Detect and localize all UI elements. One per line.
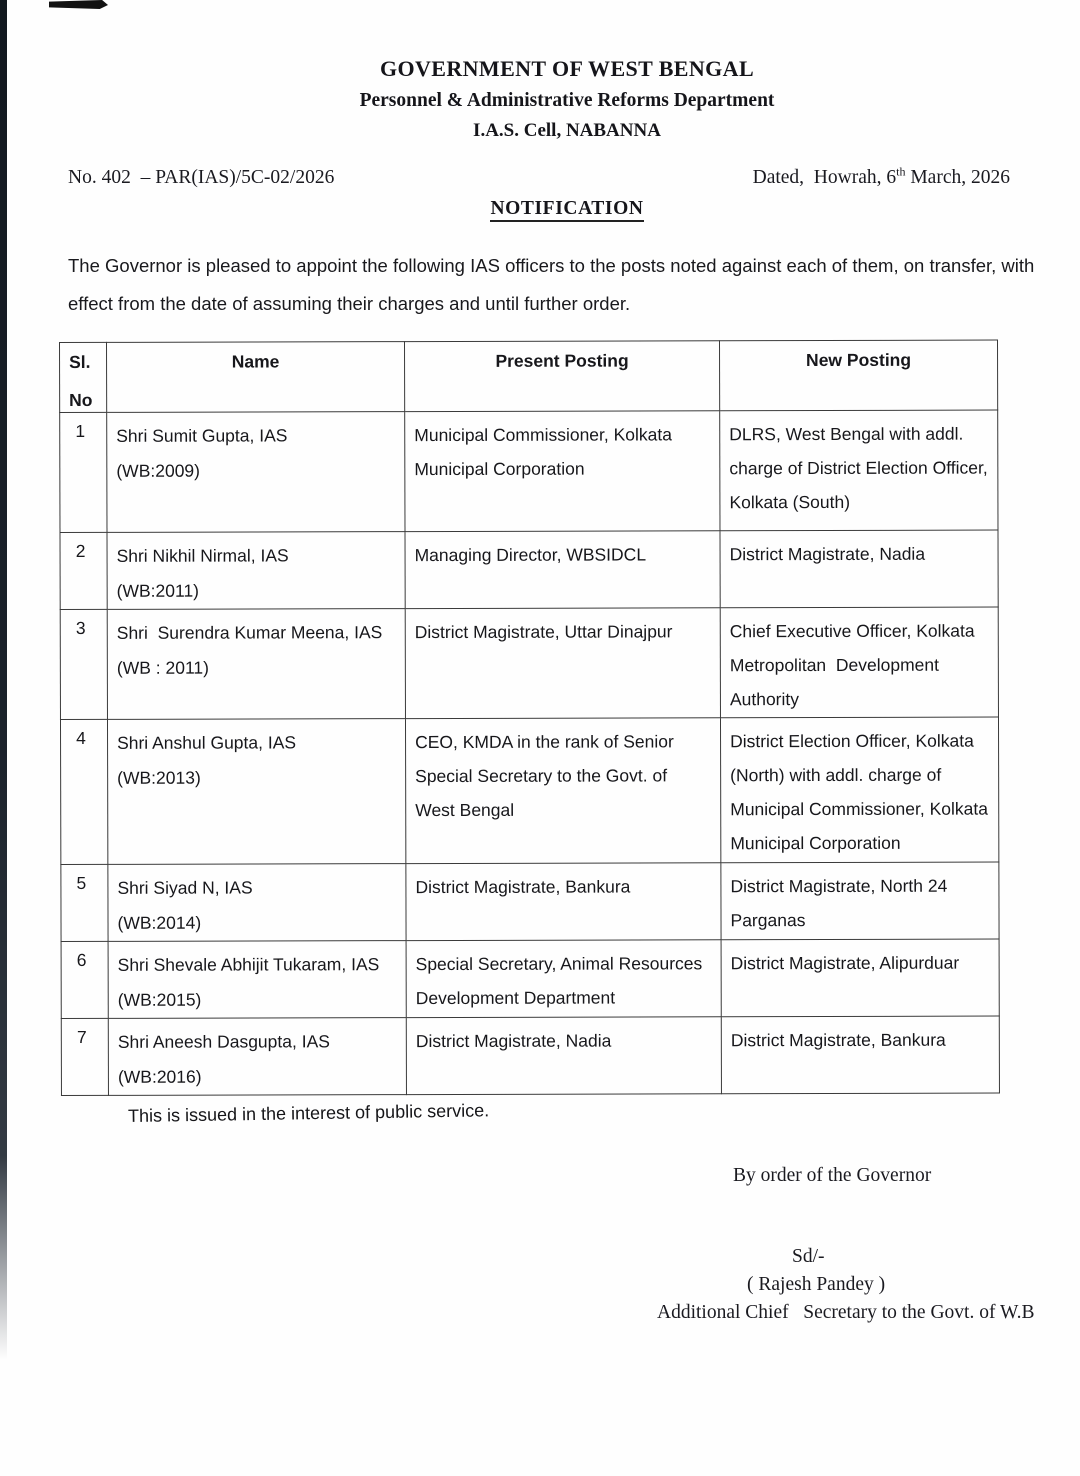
- document-header: [27, 56, 1080, 142]
- date-prefix: Dated, Howrah, 6: [752, 167, 897, 188]
- cell-new-posting: [720, 410, 998, 531]
- cell-serial-number: 2: [60, 532, 107, 609]
- text-line: Parganas: [730, 910, 806, 931]
- text-line: Managing Director, WBSIDCL: [414, 544, 647, 566]
- table-row: [60, 410, 998, 532]
- cell-present-posting: [406, 940, 721, 1018]
- paragraph-line: effect from the date of assuming their charges and until further order.: [68, 293, 631, 314]
- table-row: [61, 1016, 999, 1095]
- table-body: [60, 410, 1000, 1095]
- notification-title-wrap: [27, 198, 1080, 220]
- text-line: Municipal Corporation: [730, 832, 901, 854]
- cell-serial-number: 6: [61, 941, 108, 1018]
- text-line: District Magistrate, Alipurduar: [730, 952, 960, 974]
- cell-present-posting: [406, 863, 721, 941]
- text-line: District Magistrate, North 24: [730, 875, 948, 897]
- cell-serial-number: 3: [60, 609, 107, 719]
- cell-officer-name: [107, 532, 405, 610]
- text-line: Special Secretary, Animal Resources: [415, 953, 703, 975]
- text-line: CEO, KMDA in the rank of Senior: [415, 731, 674, 753]
- text-line: (WB:2009): [116, 460, 201, 481]
- notification-title: NOTIFICATION: [490, 198, 643, 222]
- government-title: GOVERNMENT OF WEST BENGAL: [379, 56, 755, 81]
- table-row: [60, 717, 998, 864]
- text-line: District Magistrate, Uttar Dinajpur: [414, 621, 673, 643]
- text-line: Kolkata (South): [729, 491, 851, 513]
- text-line: Shri Aneesh Dasgupta, IAS: [117, 1031, 330, 1052]
- text-line: District Magistrate, Nadia: [729, 543, 926, 565]
- text-line: Chief Executive Officer, Kolkata: [729, 620, 975, 642]
- text-line: District Magistrate, Nadia: [415, 1030, 612, 1052]
- paragraph-line: The Governor is pleased to appoint the following IAS officers to the posts noted against each of them, on transfer, with: [68, 255, 1035, 276]
- issued-statement: This is issued in the interest of public service.: [127, 1100, 490, 1126]
- date-suffix: March, 2026: [905, 167, 1010, 188]
- body-paragraph: [68, 247, 1060, 323]
- cell-title: I.A.S. Cell, NABANNA: [473, 120, 661, 141]
- text-line: (WB : 2011): [116, 657, 209, 678]
- text-line: Metropolitan Development: [729, 654, 940, 676]
- posting-table: [59, 340, 1000, 1096]
- cell-present-posting: [405, 531, 720, 609]
- cell-officer-name: [107, 609, 405, 720]
- text-line: District Magistrate, Bankura: [415, 876, 631, 898]
- text-line: Shri Surendra Kumar Meena, IAS: [116, 622, 383, 643]
- cell-serial-number: 1: [60, 412, 107, 532]
- cell-present-posting: [405, 411, 720, 532]
- signatory-name: ( Rajesh Pandey ): [747, 1274, 886, 1295]
- header-present-posting: Present Posting: [405, 341, 720, 412]
- table-row: [60, 607, 998, 719]
- header-sl-line2: No: [69, 389, 93, 410]
- scan-edge-shadow: [0, 0, 7, 1360]
- reference-date-row: [68, 164, 1010, 189]
- sd-line: Sd/-: [792, 1246, 825, 1267]
- text-line: DLRS, West Bengal with addl.: [729, 423, 964, 445]
- text-line: Shri Sumit Gupta, IAS: [116, 425, 288, 446]
- text-line: District Magistrate, Bankura: [730, 1029, 946, 1051]
- text-line: Shri Shevale Abhijit Tukaram, IAS: [117, 954, 380, 975]
- text-line: (WB:2014): [117, 912, 202, 933]
- cell-serial-number: 5: [61, 864, 108, 941]
- cell-officer-name: [108, 1018, 406, 1096]
- text-line: District Election Officer, Kolkata: [730, 730, 974, 752]
- text-line: (WB:2013): [117, 767, 201, 788]
- text-line: charge of District Election Officer,: [729, 457, 988, 479]
- posting-table-wrap: [59, 342, 998, 1096]
- cell-new-posting: [720, 530, 998, 608]
- cell-present-posting: [405, 718, 720, 864]
- table-row: [61, 939, 999, 1018]
- cell-new-posting: [721, 1016, 999, 1094]
- by-order-line: By order of the Governor: [733, 1165, 932, 1186]
- text-line: Municipal Commissioner, Kolkata: [730, 798, 989, 820]
- text-line: Shri Siyad N, IAS: [117, 877, 253, 898]
- department-title: Personnel & Administrative Reforms Department: [359, 90, 775, 111]
- text-line: West Bengal: [415, 799, 515, 821]
- table-header-row: [60, 340, 998, 412]
- header-new-posting: New Posting: [719, 340, 997, 411]
- staple-mark: [49, 0, 108, 9]
- text-line: Development Department: [415, 987, 616, 1009]
- header-sl-line1: Sl.: [69, 351, 91, 372]
- cell-officer-name: [108, 941, 406, 1019]
- text-line: Shri Nikhil Nirmal, IAS: [116, 545, 289, 566]
- table-row: [60, 530, 998, 609]
- date-line: [752, 164, 1010, 189]
- text-line: (WB:2015): [117, 989, 202, 1010]
- text-line: (WB:2011): [116, 580, 200, 601]
- cell-new-posting: [721, 939, 999, 1017]
- cell-serial-number: 4: [60, 719, 107, 864]
- cell-new-posting: [721, 862, 999, 940]
- cell-serial-number: 7: [61, 1018, 108, 1095]
- header-name: Name: [107, 342, 405, 413]
- cell-officer-name: [108, 864, 406, 942]
- cell-officer-name: [107, 412, 405, 533]
- table-row: [61, 862, 999, 941]
- text-line: Municipal Corporation: [414, 458, 585, 480]
- header-serial-number: [60, 342, 107, 412]
- date-ordinal: th: [896, 164, 906, 179]
- text-line: Special Secretary to the Govt. of: [415, 765, 668, 787]
- cell-officer-name: [107, 719, 405, 865]
- cell-present-posting: [405, 608, 720, 719]
- text-line: Municipal Commissioner, Kolkata: [414, 424, 673, 446]
- signatory-designation: Additional Chief Secretary to the Govt. of W.B: [657, 1302, 1035, 1323]
- text-line: Authority: [729, 689, 800, 710]
- cell-new-posting: [720, 607, 998, 718]
- text-line: (WB:2016): [117, 1066, 202, 1087]
- text-line: Shri Anshul Gupta, IAS: [117, 732, 297, 753]
- cell-present-posting: [406, 1017, 721, 1095]
- reference-number: No. 402 – PAR(IAS)/5C-02/2026: [68, 167, 335, 188]
- text-line: (North) with addl. charge of: [730, 764, 942, 786]
- cell-new-posting: [720, 717, 998, 863]
